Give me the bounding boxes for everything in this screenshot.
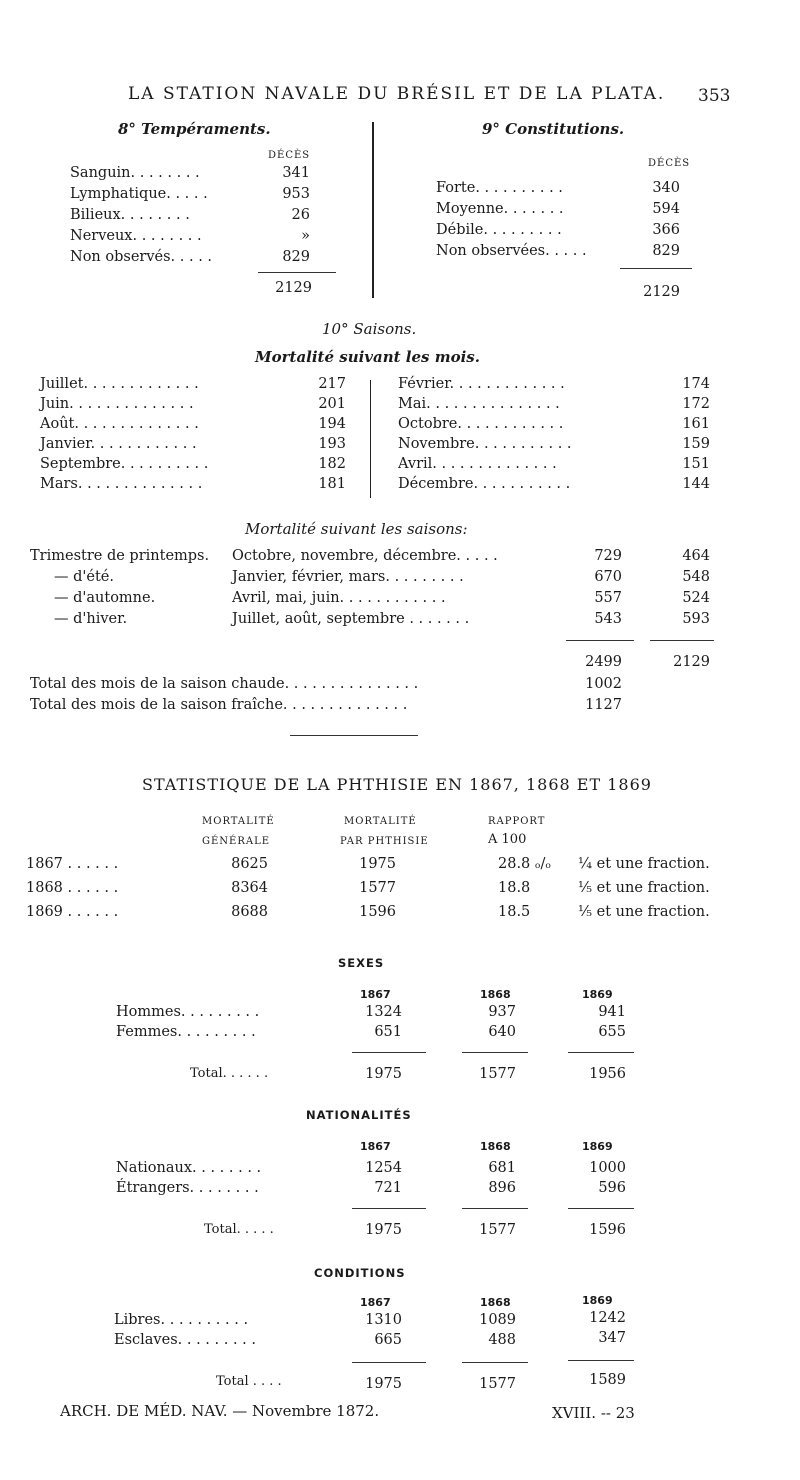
sum-rule bbox=[650, 640, 714, 641]
sum-rule bbox=[566, 640, 634, 641]
table-cell: 1577 bbox=[359, 880, 396, 896]
table-cell: 543 bbox=[594, 611, 622, 627]
table-row: 1868 . . . . . . bbox=[26, 880, 119, 896]
table-cell: 161 bbox=[682, 416, 710, 432]
table-cell: 937 bbox=[488, 1004, 516, 1020]
temperaments-title: 8° Tempéraments. bbox=[118, 120, 271, 138]
table-cell: 8364 bbox=[231, 880, 268, 896]
table-cell: 829 bbox=[282, 249, 310, 265]
table-row: Trimestre de printemps. bbox=[30, 548, 210, 564]
table-cell: 1324 bbox=[365, 1004, 402, 1020]
table-row: Avril. . . . . . . . . . . . . . bbox=[398, 456, 557, 472]
table-row: Septembre. . . . . . . . . . bbox=[40, 456, 209, 472]
column-divider bbox=[370, 380, 371, 498]
table-cell: 524 bbox=[682, 590, 710, 606]
sum-rule bbox=[462, 1208, 528, 1209]
table-cell: 1589 bbox=[589, 1372, 626, 1388]
running-header: LA STATION NAVALE DU BRÉSIL ET DE LA PLATA. bbox=[128, 84, 666, 104]
table-cell: 151 bbox=[682, 456, 710, 472]
table-cell: 1577 bbox=[479, 1222, 516, 1238]
table-cell: 1975 bbox=[359, 856, 396, 872]
table-row: Total des mois de la saison fraîche. . . . . . . . . . . . . . bbox=[30, 697, 408, 713]
table-cell: 217 bbox=[318, 376, 346, 392]
temperaments-total: 2129 bbox=[275, 280, 312, 296]
table-cell: ⅕ et une fraction. bbox=[578, 904, 710, 920]
sum-rule bbox=[568, 1360, 634, 1361]
sum-rule bbox=[462, 1052, 528, 1053]
phthisie-title: STATISTIQUE DE LA PHTHISIE EN 1867, 1868 ET 1869 bbox=[142, 775, 652, 794]
table-row: Mars. . . . . . . . . . . . . . bbox=[40, 476, 203, 492]
table-cell: 548 bbox=[682, 569, 710, 585]
table-cell: 1975 bbox=[365, 1376, 402, 1392]
section-divider bbox=[290, 735, 418, 736]
year-head: 1869 bbox=[582, 1140, 613, 1153]
table-row: Nerveux. . . . . . . . bbox=[70, 228, 202, 244]
sum-rule bbox=[352, 1052, 426, 1053]
table-cell: 340 bbox=[652, 180, 680, 196]
table-cell: 159 bbox=[682, 436, 710, 452]
table-row: Femmes. . . . . . . . . bbox=[116, 1024, 256, 1040]
year-head: 1868 bbox=[480, 988, 511, 1001]
table-cell: Juillet, août, septembre . . . . . . . bbox=[232, 611, 470, 627]
temperaments-col-head: DÉCÈS bbox=[268, 150, 311, 161]
table-cell: 18.5 bbox=[498, 904, 531, 920]
table-cell: ¼ et une fraction. bbox=[578, 856, 710, 872]
sum-value: 2499 bbox=[585, 654, 622, 670]
table-row: Juin. . . . . . . . . . . . . . bbox=[40, 396, 194, 412]
year-head: 1868 bbox=[480, 1296, 511, 1309]
saisons-subtitle: Mortalité suivant les saisons: bbox=[245, 520, 468, 538]
table-row: Lymphatique. . . . . bbox=[70, 186, 208, 202]
table-cell: 8688 bbox=[231, 904, 268, 920]
table-cell: » bbox=[301, 228, 310, 244]
table-row: Libres. . . . . . . . . . bbox=[114, 1312, 249, 1328]
table-cell: 1242 bbox=[589, 1310, 626, 1326]
table-cell: 729 bbox=[594, 548, 622, 564]
table-cell: 1975 bbox=[365, 1222, 402, 1238]
table-row: Octobre. . . . . . . . . . . . bbox=[398, 416, 564, 432]
table-cell: 1000 bbox=[589, 1160, 626, 1176]
conditions-title: CONDITIONS bbox=[314, 1266, 406, 1280]
table-cell: 670 bbox=[594, 569, 622, 585]
col-head: MORTALITÉ bbox=[202, 816, 275, 827]
table-cell: 1089 bbox=[479, 1312, 516, 1328]
table-cell: 896 bbox=[488, 1180, 516, 1196]
sum-rule bbox=[568, 1052, 634, 1053]
table-row: Forte. . . . . . . . . . bbox=[436, 180, 563, 196]
year-head: 1869 bbox=[582, 988, 613, 1001]
table-cell: ⅕ et une fraction. bbox=[578, 880, 710, 896]
table-cell: 341 bbox=[282, 165, 310, 181]
constitutions-col-head: DÉCÈS bbox=[648, 158, 691, 169]
table-cell: 174 bbox=[682, 376, 710, 392]
col-head: MORTALITÉ bbox=[344, 816, 417, 827]
year-head: 1867 bbox=[360, 1140, 391, 1153]
column-divider bbox=[372, 122, 374, 298]
table-cell: 1577 bbox=[479, 1376, 516, 1392]
constitutions-total: 2129 bbox=[643, 284, 680, 300]
total-label: Total. . . . . bbox=[204, 1222, 274, 1237]
table-row: Août. . . . . . . . . . . . . . bbox=[40, 416, 199, 432]
col-head: A 100 bbox=[488, 832, 527, 847]
table-row: Étrangers. . . . . . . . bbox=[116, 1180, 259, 1196]
year-head: 1867 bbox=[360, 1296, 391, 1309]
table-cell: 1596 bbox=[589, 1222, 626, 1238]
table-cell: 1127 bbox=[585, 697, 622, 713]
table-row: Hommes. . . . . . . . . bbox=[116, 1004, 260, 1020]
table-row: Non observées. . . . . bbox=[436, 243, 587, 259]
table-cell: 953 bbox=[282, 186, 310, 202]
table-cell: 941 bbox=[598, 1004, 626, 1020]
table-row: Débile. . . . . . . . . bbox=[436, 222, 562, 238]
table-cell: 1254 bbox=[365, 1160, 402, 1176]
col-head: GÉNÉRALE bbox=[202, 836, 271, 847]
table-row: Décembre. . . . . . . . . . . bbox=[398, 476, 571, 492]
table-cell: Avril, mai, juin. . . . . . . . . . . . bbox=[232, 590, 446, 606]
table-cell: 488 bbox=[488, 1332, 516, 1348]
table-row: Juillet. . . . . . . . . . . . . bbox=[40, 376, 199, 392]
year-head: 1868 bbox=[480, 1140, 511, 1153]
table-cell: 26 bbox=[291, 207, 310, 223]
mois-title: Mortalité suivant les mois. bbox=[255, 348, 480, 366]
total-label: Total. . . . . . bbox=[190, 1066, 269, 1081]
sum-rule bbox=[352, 1362, 426, 1363]
sum-rule bbox=[352, 1208, 426, 1209]
table-cell: 201 bbox=[318, 396, 346, 412]
table-row: Mai. . . . . . . . . . . . . . . bbox=[398, 396, 560, 412]
table-cell: 1956 bbox=[589, 1066, 626, 1082]
table-row: — d'automne. bbox=[54, 590, 156, 606]
table-row: Bilieux. . . . . . . . bbox=[70, 207, 190, 223]
table-row: Esclaves. . . . . . . . . bbox=[114, 1332, 256, 1348]
sum-value: 2129 bbox=[673, 654, 710, 670]
table-cell: 593 bbox=[682, 611, 710, 627]
table-cell: Janvier, février, mars. . . . . . . . . bbox=[232, 569, 464, 585]
table-cell: 144 bbox=[682, 476, 710, 492]
table-row: Moyenne. . . . . . . bbox=[436, 201, 564, 217]
table-cell: 181 bbox=[318, 476, 346, 492]
table-cell: 366 bbox=[652, 222, 680, 238]
table-cell: 193 bbox=[318, 436, 346, 452]
table-cell: 681 bbox=[488, 1160, 516, 1176]
table-cell: 594 bbox=[652, 201, 680, 217]
year-head: 1867 bbox=[360, 988, 391, 1001]
table-row: — d'hiver. bbox=[54, 611, 128, 627]
constitutions-title: 9° Constitutions. bbox=[482, 120, 625, 138]
footer-signature: XVIII. -- 23 bbox=[552, 1404, 635, 1422]
nationalites-title: NATIONALITÉS bbox=[306, 1108, 412, 1122]
year-head: 1869 bbox=[582, 1294, 613, 1307]
table-cell: 18.8 bbox=[498, 880, 531, 896]
table-row: Sanguin. . . . . . . . bbox=[70, 165, 200, 181]
page-number: 353 bbox=[698, 86, 731, 106]
table-row: 1869 . . . . . . bbox=[26, 904, 119, 920]
table-cell: 665 bbox=[374, 1332, 402, 1348]
table-cell: 182 bbox=[318, 456, 346, 472]
footer-citation: ARCH. DE MÉD. NAV. — Novembre 1872. bbox=[60, 1402, 380, 1420]
sexes-title: SEXES bbox=[338, 956, 385, 970]
table-cell: 347 bbox=[598, 1330, 626, 1346]
table-cell: 194 bbox=[318, 416, 346, 432]
table-row: — d'été. bbox=[54, 569, 114, 585]
saisons-title: 10° Saisons. bbox=[322, 320, 417, 338]
table-cell: 651 bbox=[374, 1024, 402, 1040]
table-cell: 640 bbox=[488, 1024, 516, 1040]
table-row: 1867 . . . . . . bbox=[26, 856, 119, 872]
table-row: Novembre. . . . . . . . . . . bbox=[398, 436, 572, 452]
table-cell: 1577 bbox=[479, 1066, 516, 1082]
sum-rule bbox=[620, 268, 692, 269]
table-cell: 1002 bbox=[585, 676, 622, 692]
sum-rule bbox=[568, 1208, 634, 1209]
table-cell: 655 bbox=[598, 1024, 626, 1040]
table-row: Janvier. . . . . . . . . . . . bbox=[40, 436, 197, 452]
table-row: Nationaux. . . . . . . . bbox=[116, 1160, 262, 1176]
table-cell: 721 bbox=[374, 1180, 402, 1196]
table-cell: 8625 bbox=[231, 856, 268, 872]
table-cell: Octobre, novembre, décembre. . . . . bbox=[232, 548, 498, 564]
table-row: Total des mois de la saison chaude. . . . . . . . . . . . . . . bbox=[30, 676, 419, 692]
table-cell: 829 bbox=[652, 243, 680, 259]
table-cell: 172 bbox=[682, 396, 710, 412]
sum-rule bbox=[258, 272, 336, 273]
col-head: PAR PHTHISIE bbox=[340, 836, 429, 847]
sum-rule bbox=[462, 1362, 528, 1363]
col-head: RAPPORT bbox=[488, 816, 546, 827]
table-cell: 557 bbox=[594, 590, 622, 606]
table-cell: 596 bbox=[598, 1180, 626, 1196]
total-label: Total . . . . bbox=[216, 1374, 282, 1389]
table-cell: 1596 bbox=[359, 904, 396, 920]
table-cell: 1310 bbox=[365, 1312, 402, 1328]
table-row: Non observés. . . . . bbox=[70, 249, 213, 265]
table-cell: 464 bbox=[682, 548, 710, 564]
table-cell: 1975 bbox=[365, 1066, 402, 1082]
table-cell: 28.8 ₒ/ₒ bbox=[498, 856, 551, 872]
table-row: Février. . . . . . . . . . . . . bbox=[398, 376, 565, 392]
